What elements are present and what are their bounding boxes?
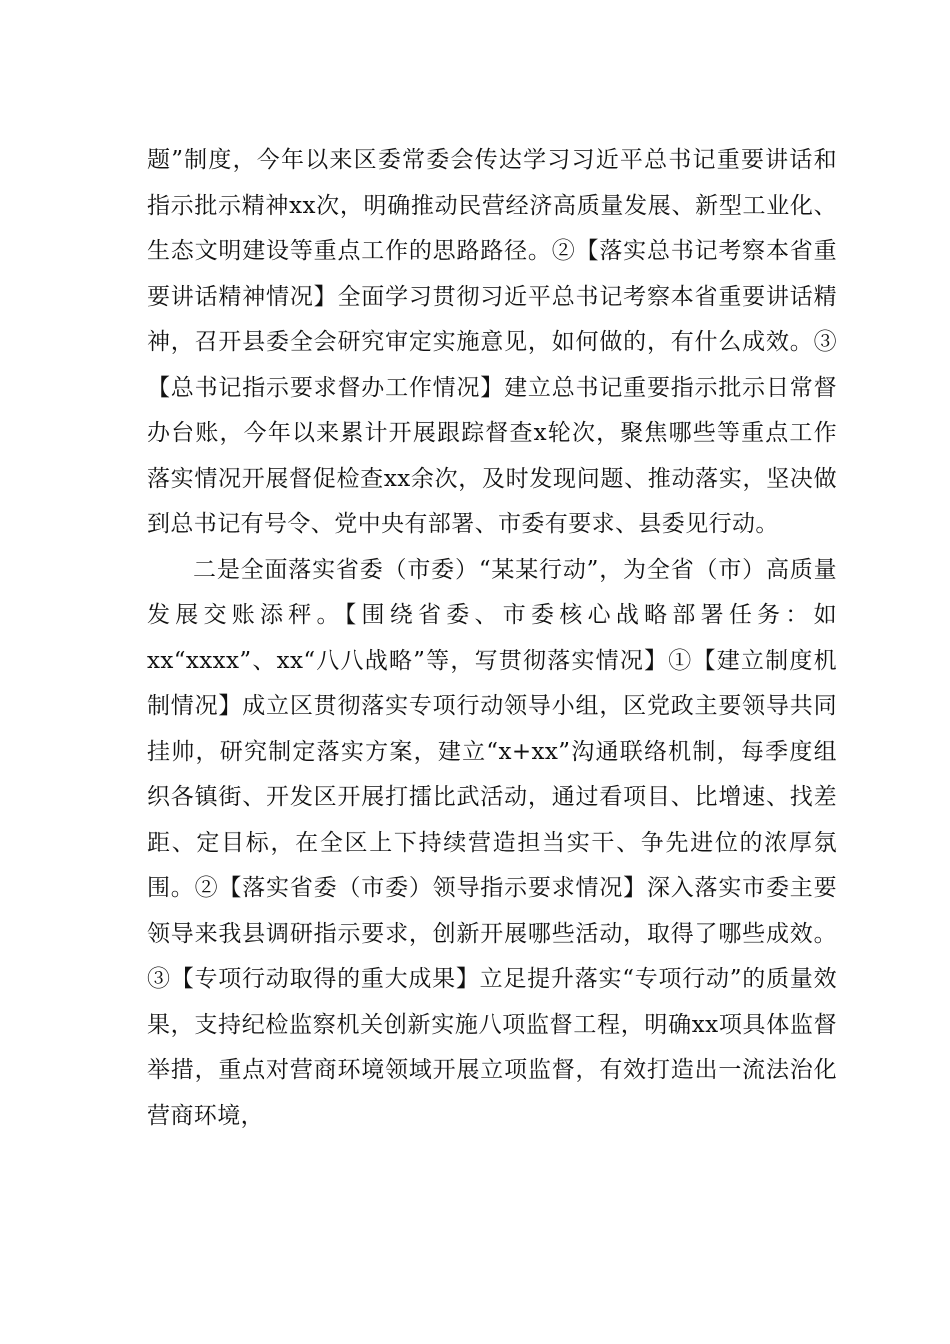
paragraph-continuation: 题”制度，今年以来区委常委会传达学习习近平总书记重要讲话和指示批示精神xx次，明确推动民营经济高质量发展、新型工业化、生态文明建设等重点工作的思路路径。②【落实总书记考察本省重要讲话精神情况】全面学习贯彻习近平总书记考察本省重要讲话精神，召开县委全会研究审定实施意见，如何做的，有什么成效。③【总书记指示要求督办工作情况】建立总书记重要指示批示日常督办台账，今年以来累计开展跟踪督查x轮次，聚焦哪些等重点工作落实情况开展督促检查xx余次，及时发现问题、推动落实，坚决做到总书记有号令、党中央有部署、市委有要求、县委见行动。: [147, 147, 837, 537]
document-body: [147, 138, 837, 1139]
paragraph-section-two: 二是全面落实省委（市委）“某某行动”，为全省（市）高质量发展交账添秤。【围绕省委、市委核心战略部署任务：如xx“xxxx”、xx“八八战略”等，写贯彻落实情况】①【建立制度机制情况】成立区贯彻落实专项行动领导小组，区党政主要领导共同挂帅，研究制定落实方案，建立“x+xx”沟通联络机制，每季度组织各镇街、开发区开展打擂比武活动，通过看项目、比增速、找差距、定目标，在全区上下持续营造担当实干、争先进位的浓厚氛围。②【落实省委（市委）领导指示要求情况】深入落实市委主要领导来我县调研指示要求，创新开展哪些活动，取得了哪些成效。③【专项行动取得的重大成果】立足提升落实“专项行动”的质量效果，支持纪检监察机关创新实施八项监督工程，明确xx项具体监督举措，重点对营商环境领域开展立项监督，有效打造出一流法治化营商环境，: [147, 556, 837, 1129]
